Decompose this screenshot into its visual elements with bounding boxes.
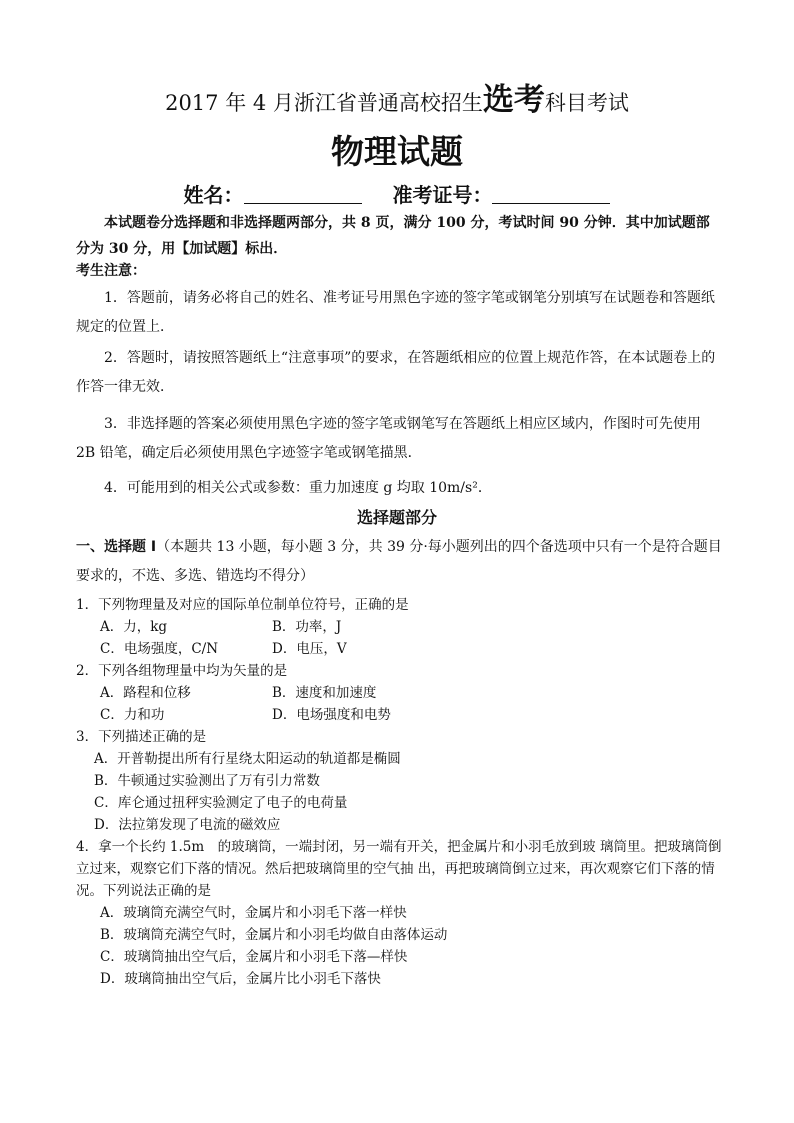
option[interactable]: B．速度和加速度	[272, 685, 377, 701]
title-prefix: 2017 年 4 月浙江省普通高校招生	[165, 91, 483, 115]
option[interactable]: A．力，kg	[100, 619, 168, 635]
intro-paragraph: 本试题卷分选择题和非选择题两部分，共 8 页，满分 100 分，考试时间 90 分钟．其中加试题部分为 30 分，用【加试题】标出．	[76, 215, 710, 257]
exam-title	[0, 78, 794, 125]
note-item: 1．答题前，请务必将自己的姓名、准考证号用黑色字迹的签字笔或钢笔分别填写在试题卷和答题纸规定的位置上．	[76, 290, 715, 335]
name-label: 姓名：	[183, 183, 244, 207]
option[interactable]: A．玻璃筒充满空气时，金属片和小羽毛下落一样快	[100, 905, 407, 921]
note-item: 3．非选择题的答案必须使用黑色字迹的签字笔或钢笔写在答题纸上相应区域内，作图时可先使用 2B 铅笔，确定后必须使用黑色字迹签字笔或钢笔描黑．	[76, 416, 701, 461]
option[interactable]: D．玻璃筒抽出空气后，金属片比小羽毛下落快	[100, 971, 381, 987]
question-stem: 4．拿一个长约 1.5m 的玻璃筒，一端封闭，另一端有开关，把金属片和小羽毛放到玻 璃筒里。把玻璃筒倒立过来，观察它们下落的情况。然后把玻璃筒里的空气抽 出，再把玻璃筒倒立过来，再次观察它们下落的情况。下列说法正确的是	[76, 839, 722, 899]
section-title: 选择题部分	[356, 508, 437, 527]
name-blank[interactable]	[244, 183, 362, 204]
part1-description: （本题共 13 小题，每小题 3 分，共 39 分·每小题列出的四个备选项中只有一个是符合题目要求的，不选、多选、错选均不得分）	[76, 539, 722, 584]
option[interactable]: D．电压，V	[272, 641, 347, 657]
notes-heading: 考生注意：	[76, 263, 146, 279]
part1-label: 一、选择题 I	[76, 539, 157, 555]
option[interactable]: A．路程和位移	[100, 685, 191, 701]
part1-instructions	[76, 533, 722, 591]
option[interactable]: C．库仑通过扭秤实验测定了电子的电荷量	[94, 795, 348, 811]
option[interactable]: C．玻璃筒抽出空气后，金属片和小羽毛下落—样快	[100, 949, 408, 965]
subject-title: 物理试题	[331, 132, 463, 171]
candidate-info-line	[0, 180, 794, 210]
title-suffix: 科目考试	[544, 91, 629, 115]
option[interactable]: A．开普勒提出所有行星绕太阳运动的轨道都是椭圆	[94, 751, 401, 767]
question-options	[100, 616, 500, 660]
question-options	[100, 682, 500, 726]
title-emphasis: 选考	[482, 82, 545, 118]
id-blank[interactable]	[492, 183, 610, 204]
option[interactable]: B．玻璃筒充满空气时，金属片和小羽毛均做自由落体运动	[100, 927, 448, 943]
question-stem: 1．下列物理量及对应的国际单位制单位符号，正确的是	[76, 597, 409, 613]
option[interactable]: B．功率，J	[272, 619, 342, 635]
option[interactable]: D．法拉第发现了电流的磁效应	[94, 817, 281, 833]
option[interactable]: C．电场强度，C/N	[100, 641, 219, 657]
question-stem: 3．下列描述正确的是	[76, 729, 207, 745]
question-stem: 2．下列各组物理量中均为矢量的是	[76, 663, 288, 679]
option[interactable]: C．力和功	[100, 707, 165, 723]
note-item: 2．答题时，请按照答题纸上“注意事项”的要求，在答题纸相应的位置上规范作答，在本试题卷上的作答一律无效．	[76, 350, 716, 395]
option[interactable]: B．牛顿通过实验测出了万有引力常数	[94, 773, 320, 789]
option[interactable]: D．电场强度和电势	[272, 707, 391, 723]
note-item: 4．可能用到的相关公式或参数：重力加速度 g 均取 10m/s²．	[104, 480, 492, 496]
id-label: 准考证号：	[392, 183, 493, 207]
